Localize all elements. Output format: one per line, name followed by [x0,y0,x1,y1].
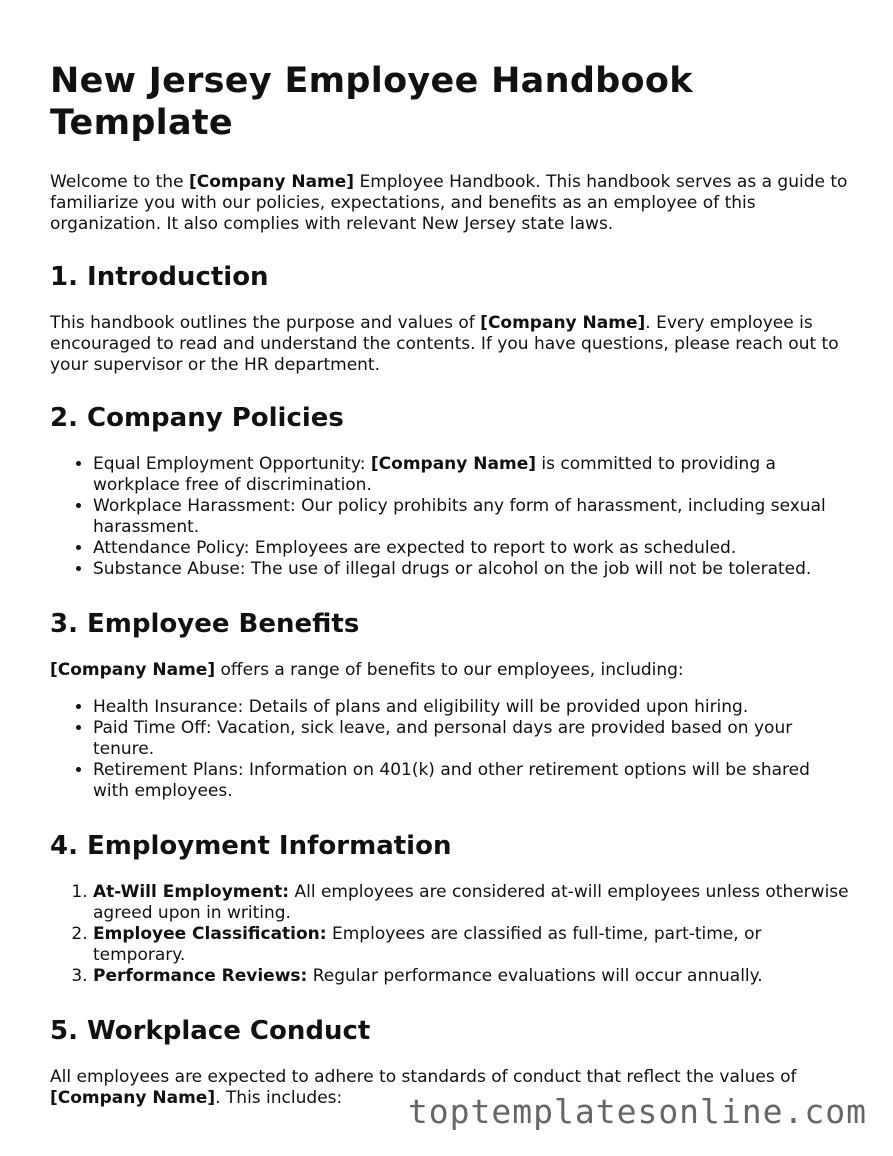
watermark: toptemplatesonline.com [407,1092,867,1131]
conduct-text-end: . This includes: [215,1088,343,1108]
intro-paragraph [50,172,850,235]
list-item: • Attendance Policy: Employees are expected to report to work as scheduled. [93,538,850,559]
introduction-paragraph [50,313,850,376]
company-name-placeholder: [Company Name] [480,313,646,333]
conduct-text-start: All employees are expected to adhere to standards of conduct that reflect the values of [50,1067,797,1087]
section-heading-conduct: 5. Workplace Conduct [50,1016,371,1046]
list-item [93,454,850,496]
page-title: New Jersey Employee Handbook Template [50,61,693,143]
intro-text-end: Employee Handbook. This handbook serves as a guide to familiarize you with our policies, expectations, and benefits as an employee of this organization. It also complies with relevant New Jersey state laws. [50,172,848,234]
policies-list [50,454,850,580]
introduction-text-start: This handbook outlines the purpose and values of [50,313,481,333]
list-item: • Substance Abuse: The use of illegal drugs or alcohol on the job will not be tolerated. [93,559,850,580]
list-item-text: Equal Employment Opportunity: [93,454,371,474]
benefits-text: offers a range of benefits to our employees, including: [215,660,684,680]
list-item [93,966,850,987]
list-item-text: Regular performance evaluations will occur annually. [307,966,763,986]
document-page [50,60,850,1135]
list-item: • Retirement Plans: Information on 401(k) and other retirement options will be shared with employees. [93,760,850,802]
section-heading-introduction: 1. Introduction [50,262,269,292]
list-item: • Health Insurance: Details of plans and eligibility will be provided upon hiring. [93,697,850,718]
list-item: • Paid Time Off: Vacation, sick leave, and personal days are provided based on your tenure. [93,718,850,760]
section-heading-policies: 2. Company Policies [50,403,344,433]
list-item [93,924,850,966]
list-item: • Workplace Harassment: Our policy prohibits any form of harassment, including sexual harassment. [93,496,850,538]
list-item [93,882,850,924]
section-heading-benefits: 3. Employee Benefits [50,609,360,639]
list-item-text: All employees are considered at-will employees unless otherwise agreed upon in writing. [93,882,849,923]
company-name-placeholder: [Company Name] [188,172,355,192]
benefits-paragraph [50,660,850,681]
company-name-placeholder: [Company Name] [50,1088,216,1108]
intro-text-start: Welcome to the [50,172,189,192]
employment-list [50,882,850,987]
list-item-text: is committed to providing a workplace free of discrimination. [93,454,776,495]
list-item-label: Employee Classification: [93,924,327,944]
list-item-label: At-Will Employment: [93,882,290,902]
benefits-list [50,697,850,802]
list-item-text: Employees are classified as full-time, part-time, or temporary. [93,924,762,965]
company-name-placeholder: [Company Name] [50,660,216,680]
list-item-label: Performance Reviews: [93,966,308,986]
company-name-placeholder: [Company Name] [370,454,537,474]
section-heading-employment: 4. Employment Information [50,831,452,861]
introduction-text-end: . Every employee is encouraged to read and understand the contents. If you have questions, please reach out to your supervisor or the HR department. [50,313,839,375]
